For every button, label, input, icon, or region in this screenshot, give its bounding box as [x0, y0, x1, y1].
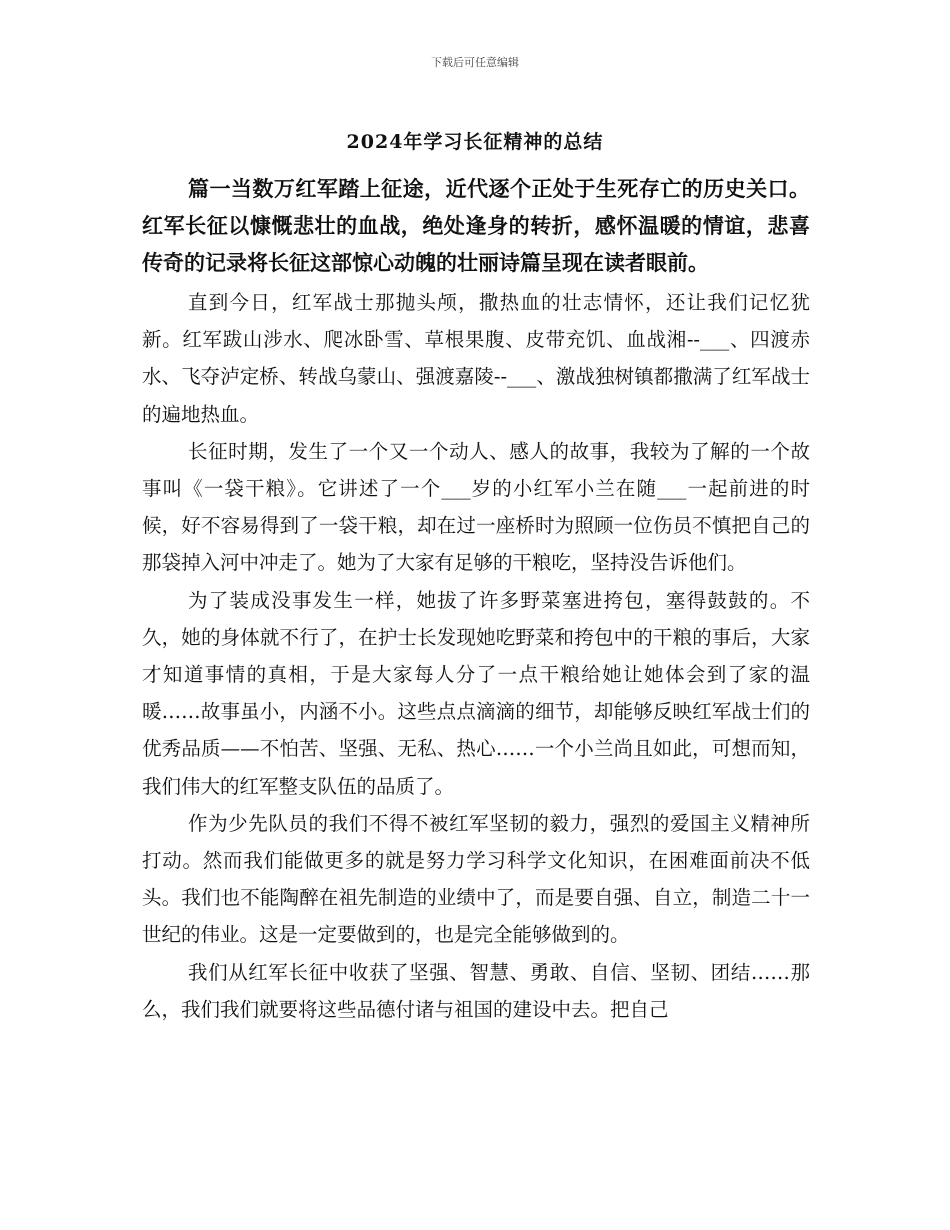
header-note: 下载后可任意编辑 — [431, 56, 519, 69]
body-paragraph: 长征时期，发生了一个又一个动人、感人的故事，我较为了解的一个故事叫《一袋干粮》。它讲述了一个___岁的小红军小兰在随___一起前进的时候，好不容易得到了一袋干粮，却在过一座桥时为照顾一位伤员不慎把自己的那袋掉入河中冲走了。她为了大家有足够的干粮吃，坚持没告诉他们。 — [142, 439, 810, 575]
document-title: 2024年学习长征精神的总结 — [346, 131, 604, 153]
body-paragraph: 我们从红军长征中收获了坚强、智慧、勇敢、自信、坚韧、团结……那么，我们我们就要将这些品德付诸与祖国的建设中去。把自己 — [142, 960, 810, 1021]
body-paragraph: 作为少先队员的我们不得不被红军坚韧的毅力，强烈的爱国主义精神所打动。然而我们能做更多的就是努力学习科学文化知识，在困难面前决不低头。我们也不能陶醉在祖先制造的业绩中了，而是要自强、自立，制造二十一世纪的伟业。这是一定要做到的，也是完全能够做到的。 — [142, 811, 810, 947]
document-body — [142, 170, 810, 1028]
body-paragraph: 直到今日，红军战士那抛头颅，撒热血的壮志情怀，还让我们记忆犹新。红军跋山涉水、爬冰卧雪、草根果腹、皮带充饥、血战湘--___、四渡赤水、飞夺泸定桥、转战乌蒙山、强渡嘉陵--___、激战独树镇都撒满了红军战士的遍地热血。 — [142, 291, 810, 426]
lead-paragraph: 篇一当数万红军踏上征途，近代逐个正处于生死存亡的历史关口。红军长征以慷慨悲壮的血战，绝处逢身的转折，感怀温暖的情谊，悲喜传奇的记录将长征这部惊心动魄的壮丽诗篇呈现在读者眼前。 — [142, 176, 810, 275]
body-paragraph: 为了装成没事发生一样，她拔了许多野菜塞进挎包，塞得鼓鼓的。不久，她的身体就不行了，在护士长发现她吃野菜和挎包中的干粮的事后，大家才知道事情的真相，于是大家每人分了一点干粮给她让她体会到了家的温暖……故事虽小，内涵不小。这些点点滴滴的细节，却能够反映红军战士们的优秀品质——不怕苦、坚强、无私、热心……一个小兰尚且如此，可想而知，我们伟大的红军整支队伍的品质了。 — [142, 588, 810, 798]
